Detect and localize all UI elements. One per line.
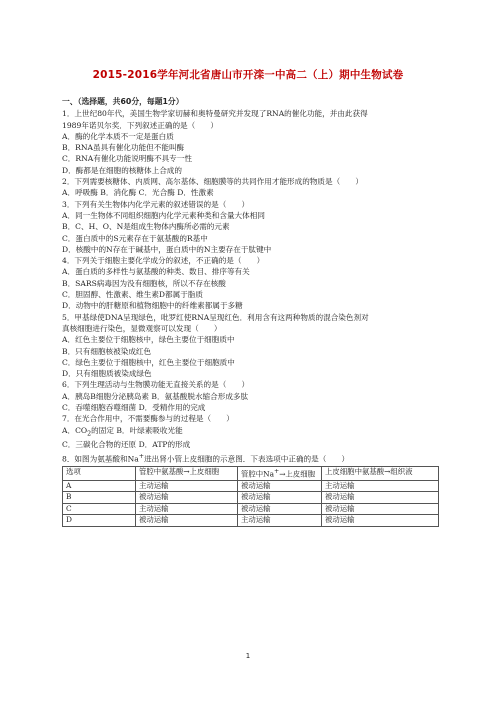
q4-option-b: B．SARS病毒因为没有细胞核，所以不存在核酸 [62,278,226,288]
q5-stem-line-2: 真核细胞进行染色，显微观察可以发现（ ） [62,323,222,333]
table-cell: D [63,515,136,527]
q3-option-c: C．蛋白质中的S元素存在于氨基酸的R基中 [62,233,208,243]
q4-stem: 4．下列关于细胞主要化学成分的叙述，不正确的是（ ） [62,256,265,266]
table-cell: 被动运输 [322,492,439,504]
header-sodium-superscript: + [274,467,280,475]
q7-options-cd: C．三碳化合物的还原 D．ATP的形成 [62,440,191,450]
q5-option-b: B．只有细胞核被染成红色 [62,346,152,356]
q3-option-b: B．C、H、O、N是组成生物体内酶所必需的元素 [62,222,230,232]
table-cell: 被动运输 [136,515,238,527]
table-row [63,492,439,504]
table-cell: 被动运输 [136,492,238,504]
q6-stem: 6．下列生理活动与生物膜功能无直接关系的是（ ） [62,380,250,390]
q5-option-a: A．红色主要位于细胞核中，绿色主要位于细胞质中 [62,335,235,345]
q6-options-ab: A．胰岛B细胞分泌胰岛素 B．氨基酸脱水缩合形成多肽 [62,391,249,401]
header-sodium-into-cell [238,466,322,480]
q8-stem [62,451,440,465]
table-cell: 被动运输 [238,480,322,492]
q7-stem: 7．在光合作用中，不需要酶参与的过程是（ ） [62,414,234,424]
q8-stem-prefix: 8．如图为氨基酸和Na [62,454,139,464]
table-cell: 主动运输 [322,480,439,492]
q3-option-d: D．核酸中的N存在于碱基中，蛋白质中的N主要存在于肽键中 [62,244,272,254]
header-sodium-prefix: 管腔中Na [241,469,275,479]
q4-option-a: A．蛋白质的多样性与氨基酸的种类、数目、排序等有关 [62,267,250,277]
table-row [63,515,439,527]
table-cell: 被动运输 [322,515,439,527]
table-cell: A [63,480,136,492]
table-cell: 主动运输 [136,503,238,515]
q1-option-d: D．酶都是在细胞的核糖体上合成的 [62,165,182,175]
table-header-row [63,466,439,480]
header-amino-acid-to-tissue-fluid: 上皮细胞中氨基酸→组织液 [322,466,439,480]
table-cell: 被动运输 [238,503,322,515]
q5-option-c: C．绿色主要位于细胞核中，红色主要位于细胞质中 [62,357,235,367]
header-amino-acid-into-cell: 管腔中氨基酸→上皮细胞 [136,466,238,480]
q5-stem-line-1: 5．甲基绿使DNA呈现绿色，吡罗红使RNA呈现红色．利用含有这两种物质的混合染色剂对 [62,312,369,322]
q8-answer-table [62,466,439,527]
table-cell: 主动运输 [136,480,238,492]
q8-stem-superscript: + [138,452,145,460]
header-sodium-suffix: →上皮细胞 [279,469,315,479]
q5-option-d: D．只有细胞质被染成绿色 [62,369,152,379]
q4-option-c: C．胆固醇、性激素、维生素D都属于脂质 [62,290,203,300]
header-option: 选项 [63,466,136,480]
q3-stem: 3．下列有关生物体内化学元素的叙述错误的是（ ） [62,199,250,209]
table-row [63,503,439,515]
exam-content [62,96,440,527]
q8-stem-suffix: 进出肾小管上皮细胞的示意图．下表选项中正确的是（ ） [144,454,350,464]
table-cell: 被动运输 [238,492,322,504]
q1-option-c: C．RNA有催化功能说明酶不具专一性 [62,154,192,164]
q2-stem: 2．下列需要核糖体、内质网、高尔基体、细胞膜等的共同作用才能形成的物质是（ ） [62,177,363,187]
page-number: 1 [245,652,251,660]
section-heading: 一、（选择题，共60分，每题1分） [62,97,184,106]
q7-options-ab [62,425,440,440]
q7-ab-prefix: A．CO [62,425,88,435]
table-cell: B [63,492,136,504]
q2-options: A．呼吸酶 B．消化酶 C．光合酶 D．性激素 [62,188,214,198]
q3-option-a: A．同一生物体不同组织细胞内化学元素种类和含量大体相同 [62,210,265,220]
q1-stem-line-2: 1989年诺贝尔奖．下列叙述正确的是（ ） [62,120,219,130]
q6-options-cd: C．吞噬细胞吞噬细菌 D．受精作用的完成 [62,403,206,413]
q4-option-d: D．动物中的肝糖原和植物细胞中的纤维素都属于多糖 [62,301,243,311]
exam-title: 2015-2016学年河北省唐山市开滦一中高二（上）期中生物试卷 [92,69,404,81]
q1-stem-line-1: 1．上世纪80年代，美国生物学家切赫和奥特曼研究并发现了RNA的催化功能，并由此获得 [62,109,368,119]
q7-ab-subscript: 2 [87,430,92,438]
q7-ab-suffix: 的固定 B．叶绿素吸收光能 [91,425,183,435]
table-row [63,480,439,492]
table-cell: C [63,503,136,515]
table-cell: 被动运输 [322,503,439,515]
q1-option-b: B．RNA虽具有催化功能但不能叫酶 [62,143,185,153]
q1-option-a: A．酶的化学本质不一定是蛋白质 [62,131,174,141]
table-cell: 主动运输 [238,515,322,527]
